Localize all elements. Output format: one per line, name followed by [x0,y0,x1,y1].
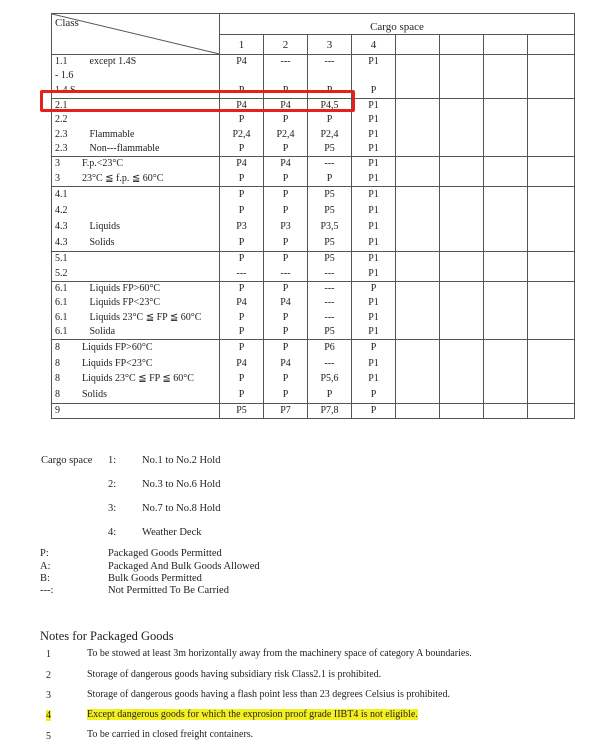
legend-number: 4: [108,527,117,538]
permission-value: P [282,188,289,200]
permission-value [264,69,307,83]
permission-value: P [326,172,333,184]
permission-value: P2,4 [276,128,295,140]
cargo-space-cell [220,281,264,339]
cargo-space-cell [308,98,352,156]
empty-cell [440,281,484,339]
empty-cell [440,403,484,418]
permission-value: P [282,388,289,400]
permission-value: P [238,172,245,184]
cargo-space-legend-label: Cargo space [41,455,93,466]
class-code: 8 [55,388,60,400]
class-code: 2.1 [55,100,68,112]
permission-value: P4 [236,297,247,309]
empty-cell [440,252,484,282]
permission-value: P1 [368,188,379,200]
cargo-space-cell [264,403,308,418]
permission-value: P4 [236,100,247,112]
permission-value: P [370,404,377,416]
space-number: 1 [220,35,264,54]
permission-value: --- [280,56,291,68]
permission-value: P1 [368,100,379,112]
class-cell [52,340,220,403]
cargo-space-cell [308,186,352,251]
permission-value: P4 [280,357,291,369]
legend-text: No.1 to No.2 Hold [142,455,221,466]
legend-text: Weather Deck [142,527,202,538]
cargo-space-cell [220,98,264,156]
note-number: 4 [46,710,51,721]
cargo-space-cell [220,252,264,282]
cargo-space-cell [352,98,396,156]
empty-cell [396,54,440,98]
class-group-row [52,252,575,282]
permission-value: P1 [368,297,379,309]
class-group-row [52,340,575,403]
permission-value: P [238,204,245,216]
permission-value: P4 [280,100,291,112]
cargo-space-header: Cargo space [220,14,575,35]
permission-value: P5 [236,404,247,416]
empty-cell [528,403,575,418]
permission-value: P [238,342,245,353]
permission-value: P [238,188,245,200]
permission-value: P [282,237,289,249]
class-description: F.p.<23°C [82,158,124,170]
cargo-space-cell [308,252,352,282]
empty-cell [396,340,440,403]
class-description: Solids [89,237,115,249]
empty-cell [440,340,484,403]
abbrev-key: B: [40,573,50,584]
empty-cell [528,186,575,251]
permission-value: P3 [236,221,247,233]
cargo-space-cell [264,98,308,156]
permission-value: P [238,326,245,338]
note-text-highlighted: Except dangerous goods for which the exprosion proof grade IIBT4 is not eligible. [87,709,418,720]
empty-cell [396,98,440,156]
permission-value: P1 [368,204,379,216]
empty-cell [484,340,528,403]
empty-cell [484,186,528,251]
class-cell [52,186,220,251]
abbrev-text: Bulk Goods Permitted [108,573,202,584]
empty-cell [440,157,484,187]
class-code: 9 [55,404,60,416]
empty-cell [396,186,440,251]
empty-cell [440,98,484,156]
empty-cell [396,403,440,418]
note-text: To be stowed at least 3m horizontally away from the machinery space of category A boundaries. [87,648,472,659]
class-code: - 1.6 [55,70,74,82]
permission-value: --- [324,311,335,323]
empty-cell [396,157,440,187]
abbrev-text: Packaged Goods Permitted [108,548,222,559]
cargo-space-cell [220,54,264,98]
class-code: 5.2 [55,267,68,279]
permission-value: P4 [236,357,247,369]
cargo-space-cell [352,252,396,282]
permission-value: P [238,373,245,385]
class-code: 2.2 [55,114,68,126]
space-number: 4 [352,35,396,54]
cargo-space-cell [220,340,264,403]
permission-value: --- [280,267,291,279]
class-code: 6.1 [55,311,68,323]
class-description: Solida [89,326,116,338]
space-number: 2 [264,35,308,54]
permission-value [352,69,395,83]
permission-value: P7 [280,404,291,416]
class-code: 6.1 [55,326,68,338]
cargo-space-cell [308,340,352,403]
abbrev-key: P: [40,548,49,559]
permission-value: P1 [368,357,379,369]
legend-text: No.7 to No.8 Hold [142,503,221,514]
permission-value: P1 [368,158,379,170]
class-code: 1.1 [55,56,68,68]
empty-cell [528,54,575,98]
class-description: Liquids FP>60°C [82,342,153,353]
class-cell [52,98,220,156]
cargo-space-cell [220,186,264,251]
permission-value: P [282,204,289,216]
permission-value: P4 [280,297,291,309]
cargo-space-cell [308,403,352,418]
permission-value: P1 [368,237,379,249]
class-code: 8 [55,373,60,385]
permission-value: P [238,142,245,154]
class-description: Liquids 23°C ≦ FP ≦ 60°C [82,373,194,385]
permission-value: P1 [368,221,379,233]
class-group-row [52,403,575,418]
class-group-row [52,54,575,98]
legend-number: 1: [108,455,117,466]
class-group-row [52,186,575,251]
segregation-table [51,13,575,419]
legend-number: 2: [108,479,117,490]
empty-cell [396,281,440,339]
permission-value: P [282,311,289,323]
permission-value: P [238,283,245,295]
class-description: 23°C ≦ f.p. ≦ 60°C [82,172,164,184]
class-code: 4.3 [55,237,68,249]
notes-title: Notes for Packaged Goods [40,629,174,643]
empty-cell [484,281,528,339]
empty-cell [528,281,575,339]
permission-value: P2,4 [320,128,339,140]
note-number: 2 [46,670,51,681]
permission-value: P [282,326,289,338]
cargo-space-cell [264,54,308,98]
permission-value: P3 [280,221,291,233]
permission-value: --- [324,56,335,68]
class-group-row [52,98,575,156]
class-code: 2.3 [55,128,68,140]
cargo-space-cell [352,281,396,339]
empty-cell [528,157,575,187]
permission-value: P2,4 [232,128,251,140]
class-cell [52,281,220,339]
permission-value: P [238,311,245,323]
class-code: 2.3 [55,142,68,154]
permission-value: P4,5 [320,100,339,112]
permission-value: --- [324,158,335,170]
class-code: 4.1 [55,188,68,200]
permission-value: P [238,253,245,265]
cargo-space-cell [352,157,396,187]
class-description: Liquids [89,221,121,233]
permission-value: P1 [368,114,379,126]
permission-value: P [370,84,377,96]
permission-value: P1 [368,373,379,385]
permission-value: --- [324,297,335,309]
permission-value: P5 [324,237,335,249]
permission-value: P [282,253,289,265]
permission-value: --- [324,283,335,295]
permission-value: P3,5 [320,221,339,233]
empty-cell [528,252,575,282]
permission-value: P1 [368,128,379,140]
empty-cell [484,252,528,282]
note-number: 1 [46,649,51,660]
permission-value: P [326,388,333,400]
legend-number: 3: [108,503,117,514]
permission-value: P [370,283,377,295]
class-header: Class [55,17,79,29]
permission-value: P1 [368,311,379,323]
permission-value: P7,8 [320,404,339,416]
permission-value: P [326,84,333,96]
note-text: Storage of dangerous goods having a flash point less than 23 degrees Celsius is prohibited. [87,689,450,700]
permission-value: P [370,388,377,400]
abbrev-key: A: [40,561,51,572]
permission-value: P4 [236,158,247,170]
class-code: 3 [55,158,60,170]
class-group-row [52,281,575,339]
cargo-space-cell [352,54,396,98]
permission-value: P1 [368,172,379,184]
permission-value: P [282,142,289,154]
note-number: 5 [46,731,51,742]
empty-cell [484,157,528,187]
permission-value: P [326,114,333,126]
cargo-space-cell [220,157,264,187]
permission-value: P5 [324,204,335,216]
note-text: To be carried in closed freight containers. [87,729,254,740]
empty-cell [484,403,528,418]
permission-value: --- [236,267,247,279]
cargo-space-cell [352,186,396,251]
permission-value [308,69,351,83]
permission-value: P [282,342,289,353]
class-code: 5.1 [55,253,68,265]
note-number: 3 [46,690,51,701]
class-description: Liquids FP>60°C [89,283,160,295]
permission-value: P5 [324,142,335,154]
permission-value: --- [324,267,335,279]
cargo-space-cell [220,403,264,418]
permission-value: P5 [324,253,335,265]
permission-value: P1 [368,142,379,154]
class-code: 6.1 [55,297,68,309]
permission-value: P6 [324,342,335,353]
permission-value: P [282,283,289,295]
class-code: 8 [55,357,60,369]
permission-value: P1 [368,56,379,68]
class-code: 6.1 [55,283,68,295]
class-description: Liquids 23°C ≦ FP ≦ 60°C [89,311,202,323]
permission-value: P [282,373,289,385]
empty-cell [484,54,528,98]
permission-value: P [282,114,289,126]
cargo-space-cell [264,252,308,282]
permission-value: P [282,172,289,184]
permission-value: P5,6 [320,373,339,385]
permission-value: P4 [236,56,247,68]
class-description: except 1.4S [89,56,137,68]
cargo-space-cell [264,157,308,187]
permission-value: P [370,342,377,353]
permission-value: --- [324,357,335,369]
class-code: 1.4 S [55,84,76,96]
class-cell [52,54,220,98]
permission-value: P [282,84,289,96]
class-description: Flammable [89,128,135,140]
class-header-cell [52,14,220,55]
note-text: Storage of dangerous goods having subsidiary risk Class2.1 is prohibited. [87,669,382,680]
permission-value: P1 [368,253,379,265]
permission-value: P [238,388,245,400]
permission-value: P5 [324,326,335,338]
class-description: Non---flammable [89,142,160,154]
permission-value: P5 [324,188,335,200]
space-number: 3 [308,35,352,54]
cargo-space-cell [264,340,308,403]
class-code: 3 [55,172,60,184]
class-description: Solids [82,388,108,400]
cargo-space-cell [352,403,396,418]
empty-cell [396,252,440,282]
abbrev-key: ---: [40,585,54,596]
legend-text: No.3 to No.6 Hold [142,479,221,490]
class-group-row [52,157,575,187]
permission-value: P1 [368,326,379,338]
permission-value [220,69,263,83]
empty-cell [440,186,484,251]
cargo-space-cell [308,281,352,339]
cargo-space-cell [308,54,352,98]
empty-cell [484,98,528,156]
permission-value: P [238,237,245,249]
abbrev-text: Packaged And Bulk Goods Allowed [108,561,260,572]
empty-cell [528,98,575,156]
abbrev-text: Not Permitted To Be Carried [108,585,229,596]
class-code: 4.3 [55,221,68,233]
class-code: 8 [55,342,60,353]
class-code: 4.2 [55,204,68,216]
class-cell [52,252,220,282]
permission-value: P1 [368,267,379,279]
permission-value: P [238,84,245,96]
class-cell [52,157,220,187]
class-description: Liquids FP<23°C [89,297,160,309]
empty-cell [528,340,575,403]
cargo-space-cell [264,186,308,251]
permission-value: P [238,114,245,126]
cargo-space-cell [308,157,352,187]
class-description: Liquids FP<23°C [82,357,153,369]
permission-value: P4 [280,158,291,170]
empty-cell [440,54,484,98]
cargo-space-cell [352,340,396,403]
cargo-space-cell [264,281,308,339]
class-cell [52,403,220,418]
